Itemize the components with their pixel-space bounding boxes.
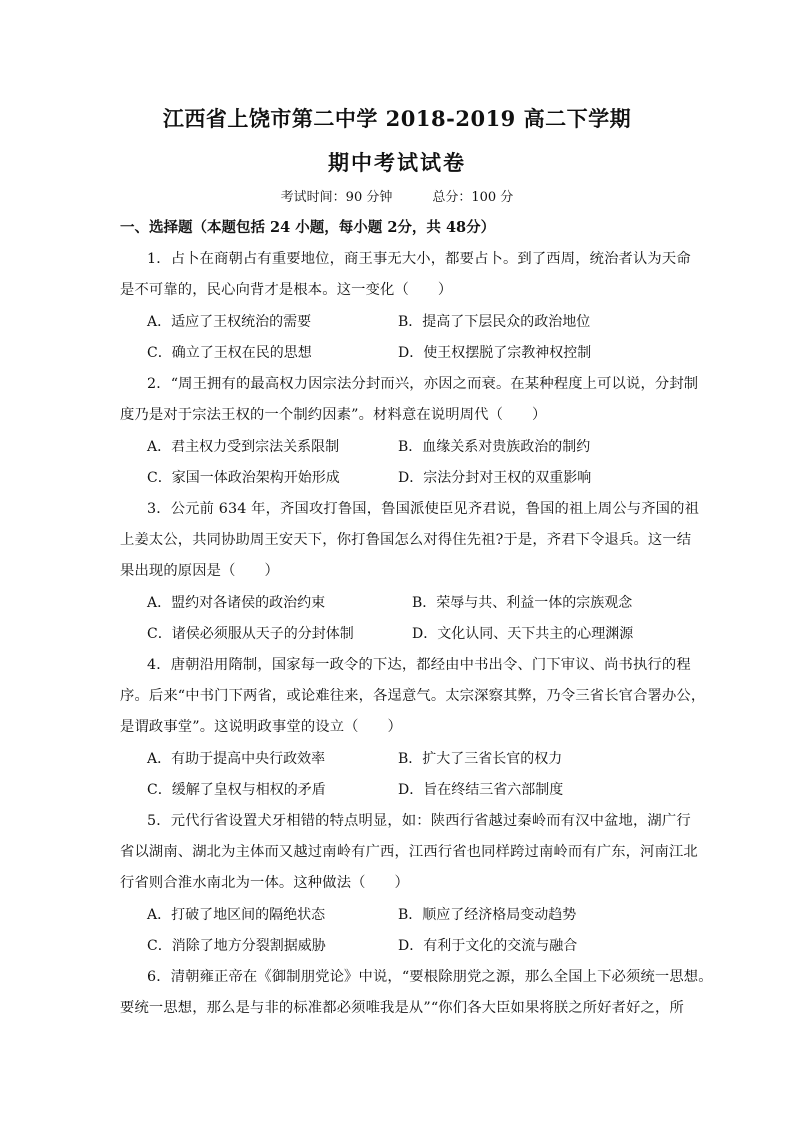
question-1-option-c: C．确立了王权在民的思想 [147, 345, 312, 361]
exam-meta [0, 186, 794, 205]
question-3-line-3: 果出现的原因是（ ） [120, 563, 279, 579]
question-5-line-1: 5．元代行省设置犬牙相错的特点明显，如：陕西行省越过秦岭而有汉中盆地，湖广行 [147, 813, 691, 829]
question-1-line-1: 1．占卜在商朝占有重要地位，商王事无大小，都要占卜。到了西周，统治者认为天命 [147, 251, 691, 267]
exam-title: 江西省上饶市第二中学 2018-2019 高二下学期 [162, 106, 632, 131]
question-1-option-d: D．使王权摆脱了宗教神权控制 [398, 345, 592, 361]
question-5-line-3: 行省则合淮水南北为一体。这种做法（ ） [120, 875, 409, 891]
question-4-option-d: D．旨在终结三省六部制度 [398, 782, 564, 798]
question-2-line-2: 度乃是对于宗法王权的一个制约因素”。材料意在说明周代（ ） [120, 407, 547, 423]
question-2-option-d: D．宗法分封对王权的双重影响 [398, 470, 592, 486]
question-5-option-b: B．顺应了经济格局变动趋势 [398, 907, 577, 923]
question-1-line-2: 是不可靠的，民心向背才是根本。这一变化（ ） [120, 282, 453, 298]
question-2-line-1: 2．“周王拥有的最高权力因宗法分封而兴，亦因之而衰。在某种程度上可以说，分封制 [147, 376, 699, 392]
question-3-line-2: 上姜太公，共同协助周王安天下，你打鲁国怎么对得住先祖?于是，齐君下令退兵。这一结 [120, 532, 692, 548]
question-3-line-1: 3．公元前 634 年，齐国攻打鲁国，鲁国派使臣见齐君说，鲁国的祖上周公与齐国的祖 [147, 501, 700, 517]
section-heading: 一、选择题（本题包括 24 小题，每小题 2分，共 48分） [120, 219, 496, 236]
question-4-option-c: C．缓解了皇权与相权的矛盾 [147, 782, 326, 798]
question-3-option-c: C．诸侯必须服从天子的分封体制 [147, 626, 354, 642]
question-2-option-a: A．君主权力受到宗法关系限制 [147, 439, 340, 455]
question-5-option-c: C．消除了地方分裂割据威胁 [147, 938, 326, 954]
exam-subtitle: 期中考试试卷 [328, 150, 466, 175]
question-5-option-a: A．打破了地区间的隔绝状态 [147, 907, 326, 923]
question-2-option-c: C．家国一体政治架构开始形成 [147, 470, 340, 486]
question-4-option-b: B．扩大了三省长官的权力 [398, 751, 563, 767]
question-3-option-b: B．荣辱与共、利益一体的宗族观念 [412, 595, 633, 611]
question-6-line-1: 6．清朝雍正帝在《御制朋党论》中说，“要根除朋党之源，那么全国上下必须统一思想。 [147, 969, 713, 985]
question-5-option-d: D．有利于文化的交流与融合 [398, 938, 578, 954]
question-1-option-b: B．提高了下层民众的政治地位 [398, 314, 591, 330]
question-4-line-2: 序。后来“中书门下两省，或论难往来，各逞意气。太宗深察其弊，乃令三省长官合署办公， [120, 688, 706, 704]
question-5-line-2: 省以湖南、湖北为主体而又越过南岭有广西，江西行省也同样跨过南岭而有广东，河南江北 [120, 844, 698, 860]
question-3-option-a: A．盟约对各诸侯的政治约束 [147, 595, 326, 611]
question-1-option-a: A．适应了王权统治的需要 [147, 314, 312, 330]
total-score: 总分：100 分 [432, 190, 514, 205]
question-4-option-a: A．有助于提高中央行政效率 [147, 751, 326, 767]
question-6-line-2: 要统一思想，那么是与非的标准都必须唯我是从”“你们各大臣如果将朕之所好者好之，所 [120, 1000, 684, 1016]
question-3-option-d: D．文化认同、天下共主的心理渊源 [412, 626, 634, 642]
exam-time: 考试时间：90 分钟 [280, 190, 393, 205]
question-2-option-b: B．血缘关系对贵族政治的制约 [398, 439, 591, 455]
question-4-line-3: 是谓政事堂”。这说明政事堂的设立（ ） [120, 719, 402, 735]
question-4-line-1: 4．唐朝沿用隋制，国家每一政令的下达，都经由中书出令、门下审议、尚书执行的程 [147, 657, 691, 673]
